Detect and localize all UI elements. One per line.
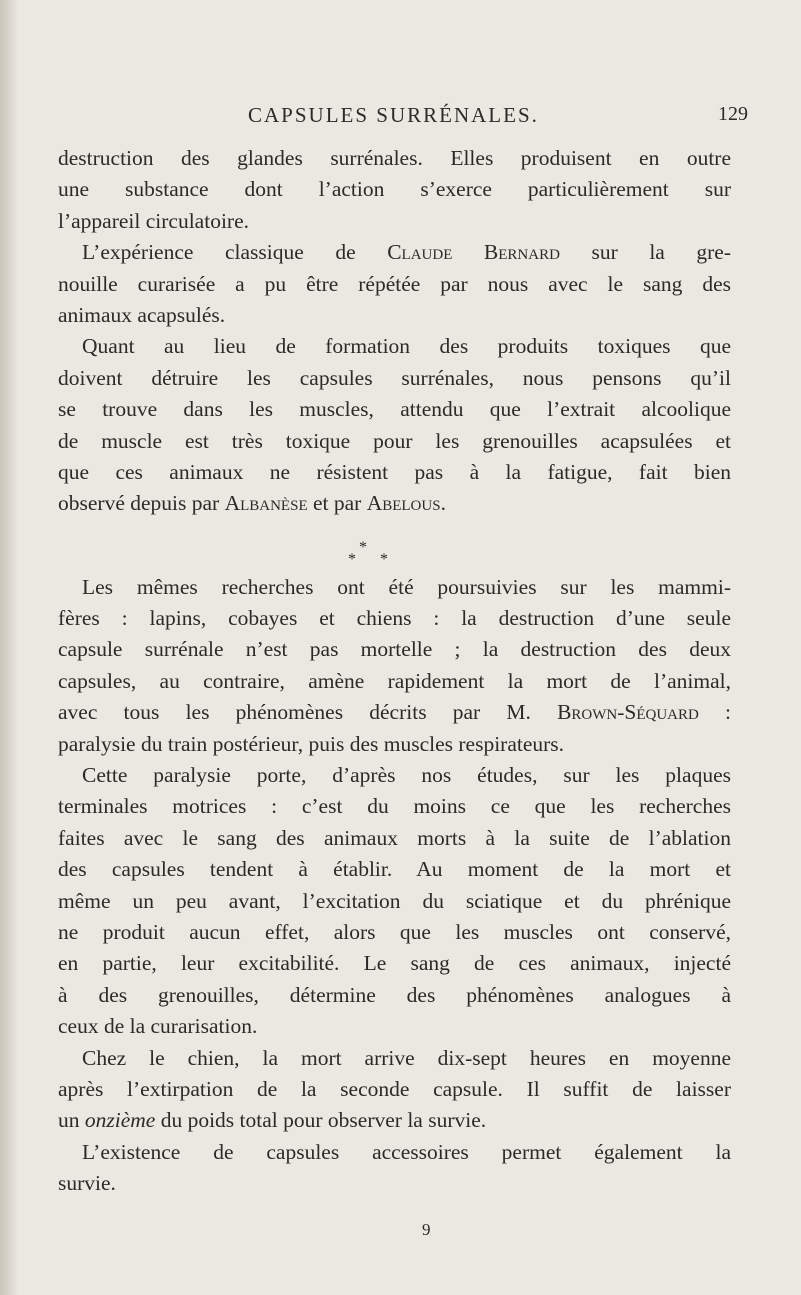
text-run: et par xyxy=(312,491,362,516)
italic-word: onzième xyxy=(84,1108,156,1133)
text-line: se trouve dans les muscles, attendu que l’extrait alcoolique xyxy=(58,397,731,422)
text-line: Chez le chien, la mort arrive dix-sept heures en moyenne xyxy=(82,1045,731,1070)
paragraph-7 xyxy=(58,1137,731,1200)
running-title: CAPSULES SURRÉNALES. xyxy=(248,103,539,127)
text-line xyxy=(58,237,731,268)
text-line: après l’extirpation de la seconde capsule. Il suffit de laisser xyxy=(58,1076,731,1101)
text-line: des capsules tendent à établir. Au moment de la mort et xyxy=(58,857,731,882)
text-line: doivent détruire les capsules surrénales, nous pensons qu’il xyxy=(58,365,731,390)
text-line: terminales motrices : c’est du moins ce que les recherches xyxy=(58,794,731,819)
text-line: destruction des glandes surrénales. Elles produisent en outre xyxy=(58,146,731,170)
asterism-bottom: * * xyxy=(348,550,398,568)
asterism-divider xyxy=(58,520,731,572)
body-text xyxy=(58,143,731,1200)
text-line: même un peu avant, l’excitation du sciatique et du phrénique xyxy=(58,888,731,913)
asterism-top: * xyxy=(359,538,367,556)
text-run: observé depuis par xyxy=(58,491,220,516)
text-run: : xyxy=(725,700,732,725)
text-line: paralysie du train postérieur, puis des muscles respirateurs. xyxy=(58,731,565,756)
text-line: Quant au lieu de formation des produits toxiques que xyxy=(82,334,731,359)
text-line: Cette paralysie porte, d’après nos études, sur les plaques xyxy=(82,763,731,788)
paragraph-1 xyxy=(58,143,731,237)
paragraph-6 xyxy=(58,1043,731,1137)
text-run: du poids total pour observer la survie. xyxy=(160,1108,487,1133)
text-line: capsule surrénale n’est pas mortelle ; la destruction des deux xyxy=(58,637,731,662)
text-line xyxy=(58,1105,731,1136)
text-line xyxy=(58,488,731,519)
page-number: 129 xyxy=(718,103,748,125)
text-run: un xyxy=(58,1108,80,1133)
text-line: capsules, au contraire, amène rapidement la mort de l’animal, xyxy=(58,668,731,693)
author-name: Brown-Séquard xyxy=(557,700,699,725)
text-line: ceux de la curarisation. xyxy=(58,1014,258,1039)
author-name: Claude Bernard xyxy=(387,240,560,265)
text-run: L’expérience classique de xyxy=(82,240,356,265)
page-header xyxy=(0,103,801,133)
text-line: ne produit aucun effet, alors que les muscles ont conservé, xyxy=(58,919,731,944)
text-line: survie. xyxy=(58,1171,116,1196)
text-line: L’existence de capsules accessoires permet également la xyxy=(82,1139,731,1164)
paragraph-4 xyxy=(58,572,731,760)
text-line: fères : lapins, cobayes et chiens : la destruction d’une seule xyxy=(58,606,731,631)
text-line: l’appareil circulatoire. xyxy=(58,208,250,233)
text-line: en partie, leur excitabilité. Le sang de ces animaux, injecté xyxy=(58,951,731,976)
text-run: avec tous les phénomènes décrits par M. xyxy=(58,700,531,725)
paragraph-5 xyxy=(58,760,731,1043)
text-line: Les mêmes recherches ont été poursuivies sur les mammi- xyxy=(82,574,731,599)
text-line: faites avec le sang des animaux morts à la suite de l’ablation xyxy=(58,825,731,850)
text-line: de muscle est très toxique pour les grenouilles acapsulées et xyxy=(58,428,731,453)
author-name: Albanèse xyxy=(224,491,308,516)
signature-mark: 9 xyxy=(422,1220,431,1239)
text-run: sur la gre- xyxy=(591,240,731,265)
paragraph-2 xyxy=(58,237,731,331)
text-line: que ces animaux ne résistent pas à la fatigue, fait bien xyxy=(58,459,731,484)
text-line: animaux acapsulés. xyxy=(58,302,226,327)
text-line xyxy=(58,697,731,728)
text-line: nouille curarisée a pu être répétée par nous avec le sang des xyxy=(58,271,731,296)
page-edge-shadow xyxy=(0,0,18,1295)
text-line: une substance dont l’action s’exerce particulièrement sur xyxy=(58,177,731,202)
author-name: Abelous. xyxy=(366,491,446,516)
text-line: à des grenouilles, détermine des phénomènes analogues à xyxy=(58,982,731,1007)
paragraph-3 xyxy=(58,331,731,519)
